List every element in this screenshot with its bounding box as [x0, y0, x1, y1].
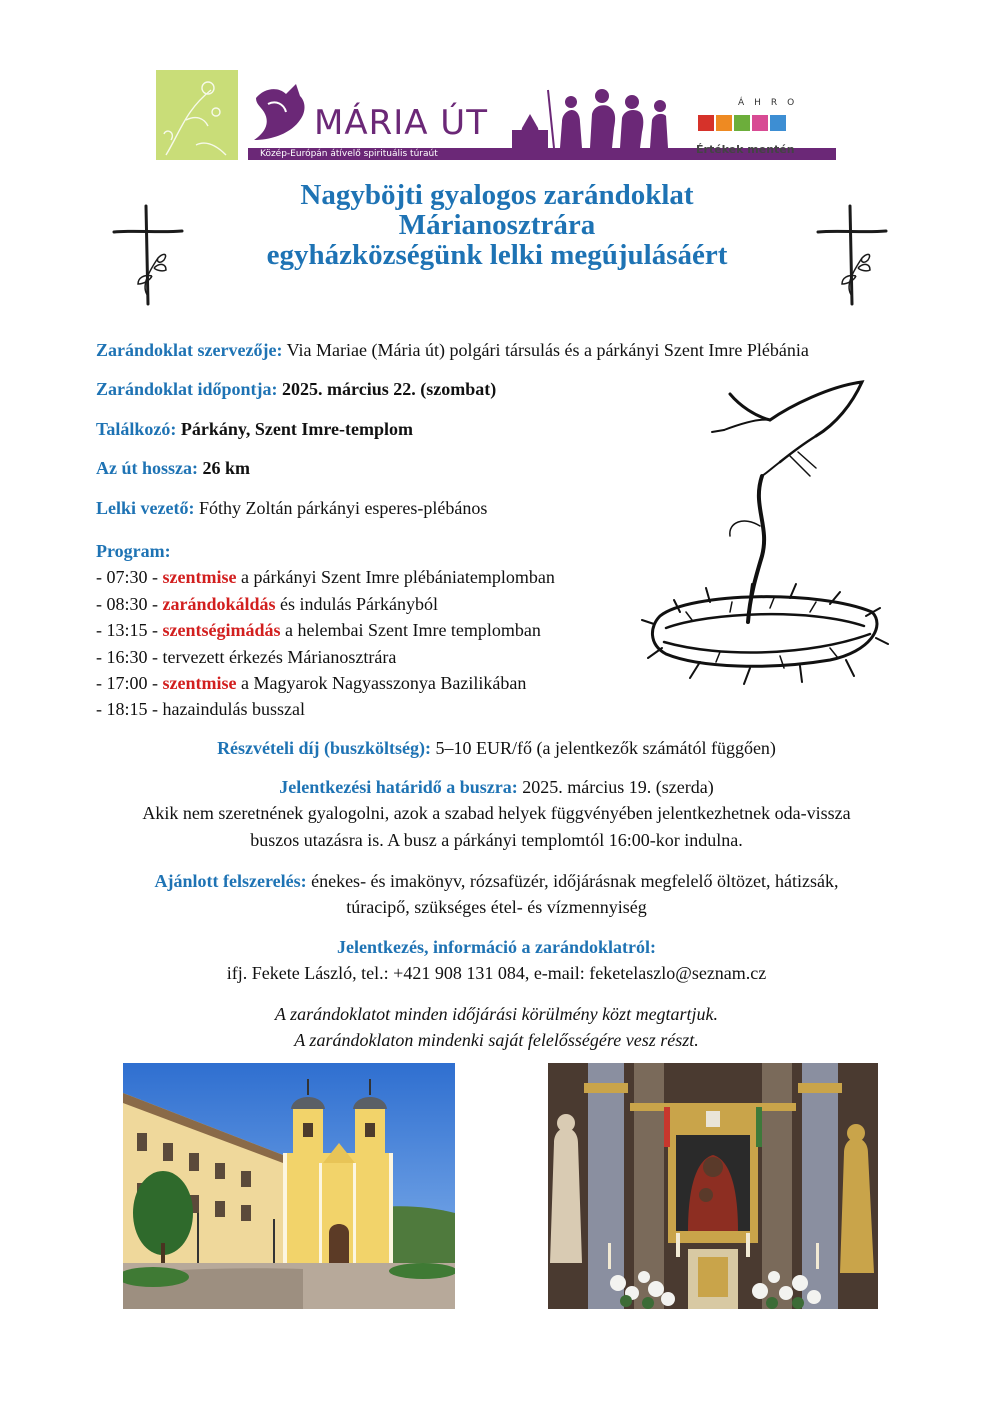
equipment-line-1: énekes- és imakönyv, rózsafüzér, időjárásnak megfelelő öltözet, hátizsák, — [311, 871, 839, 891]
meeting-label: Találkozó: — [96, 419, 177, 439]
equipment-line-2: túracipő, szükséges étel- és vízmennyiség — [346, 897, 647, 918]
program-item-highlight: zarándokáldás — [162, 593, 276, 614]
program-item-time: - 13:15 - — [96, 620, 163, 641]
equipment-section — [60, 868, 933, 921]
date-row — [96, 379, 496, 400]
program-item — [96, 617, 555, 643]
fee-label: Részvételi díj (buszköltség): — [217, 738, 432, 758]
program-item — [96, 564, 555, 590]
floral-ornament — [156, 70, 238, 160]
notes-section — [60, 1001, 933, 1054]
organizer-label: Zarándoklat szervezője: — [96, 340, 283, 360]
length-value: 26 km — [202, 458, 251, 478]
fee-value: 5–10 EUR/fő (a jelentkezők számától függően) — [435, 738, 776, 758]
tagline: Közép-Európán átívelő spirituális túraút — [260, 149, 438, 159]
bus-note-line-2: buszos utazásra is. A busz a párkányi templomtól 16:00-kor indulna. — [250, 829, 743, 850]
tile-green-icon — [734, 115, 750, 131]
bus-deadline-label: Jelentkezési határidő a buszra: — [279, 777, 518, 797]
program-item-highlight: szentségimádás — [162, 620, 281, 641]
fee-row — [60, 735, 933, 761]
program-item-text: a helembai Szent Imre templomban — [280, 620, 541, 641]
program-item-time: - 08:30 - — [96, 593, 163, 614]
program-item — [96, 644, 555, 670]
page-title — [190, 180, 804, 270]
maria-ut-logo-icon — [248, 80, 310, 151]
tile-blue-icon — [770, 115, 786, 131]
program-item-highlight: szentmise — [162, 673, 237, 694]
church-photo — [123, 1063, 455, 1309]
bus-section — [60, 774, 933, 853]
title-line-3: egyházközségünk lelki megújulásáért — [266, 239, 728, 271]
program-label: Program: — [96, 541, 171, 561]
values-icon-tiles — [698, 115, 788, 136]
tile-red-icon — [698, 115, 714, 131]
header-banner — [156, 70, 836, 162]
leader-label: Lelki vezető: — [96, 498, 195, 518]
note-line-2: A zarándoklaton mindenki saját felelősségére vesz részt. — [294, 1030, 699, 1051]
values-text: Értékek mentén — [696, 143, 795, 156]
length-row — [96, 458, 250, 479]
contact-value: ifj. Fekete László, tel.: +421 908 131 084, e-mail: feketelaszlo@seznam.cz — [226, 963, 767, 984]
meeting-row — [96, 419, 413, 440]
bus-note-line-1: Akik nem szeretnének gyalogolni, azok a szabad helyek függvényében jelentkezhetnek oda-vissza — [142, 803, 851, 824]
pilgrims-silhouette-icon — [508, 84, 678, 155]
leader-value: Fóthy Zoltán párkányi esperes-plébános — [198, 498, 488, 518]
note-line-1: A zarándoklatot minden időjárási körülmény közt megtartjuk. — [274, 1004, 719, 1024]
cross-left-icon — [110, 200, 186, 315]
meeting-value: Párkány, Szent Imre-templom — [180, 419, 413, 439]
program-item-time: - 07:30 - — [96, 567, 163, 588]
contact-section — [60, 934, 933, 987]
date-value: 2025. március 22. (szombat) — [282, 379, 497, 399]
organizer-row — [96, 340, 809, 361]
program-item-time: - 17:00 - — [96, 673, 163, 694]
program-item-text: és indulás Párkányból — [275, 593, 439, 614]
contact-label: Jelentkezés, információ a zarándoklatról: — [337, 937, 656, 957]
leader-row — [96, 498, 487, 519]
length-label: Az út hossza: — [96, 458, 198, 478]
ahro-letters: ÁHRO — [738, 98, 805, 108]
program-item-text: a párkányi Szent Imre plébániatemplomban — [236, 567, 555, 588]
organizer-value: Via Mariae (Mária út) polgári társulás és a párkányi Szent Imre Plébánia — [286, 340, 809, 360]
date-label: Zarándoklat időpontja: — [96, 379, 278, 399]
equipment-label: Ajánlott felszerelés: — [154, 871, 307, 891]
program-item — [96, 696, 555, 722]
dove-and-crown-of-thorns-drawing — [640, 376, 890, 701]
tile-pink-icon — [752, 115, 768, 131]
cross-right-icon — [814, 200, 890, 315]
title-line-1: Nagyböjti gyalogos zarándoklat — [300, 179, 694, 211]
program-item-time: - 16:30 - tervezett érkezés Márianosztrára — [96, 646, 397, 667]
program-item-time: - 18:15 - hazaindulás busszal — [96, 699, 305, 720]
title-line-2: Márianosztrára — [398, 209, 596, 241]
program-item — [96, 591, 555, 617]
basilica-altar-photo — [548, 1063, 878, 1309]
program-section — [96, 538, 555, 723]
logo-text: MÁRIA ÚT — [314, 103, 488, 143]
tile-orange-icon — [716, 115, 732, 131]
program-item-text: a Magyarok Nagyasszonya Bazilikában — [236, 673, 527, 694]
bus-deadline-value: 2025. március 19. (szerda) — [522, 777, 714, 797]
program-item — [96, 670, 555, 696]
program-item-highlight: szentmise — [162, 567, 237, 588]
